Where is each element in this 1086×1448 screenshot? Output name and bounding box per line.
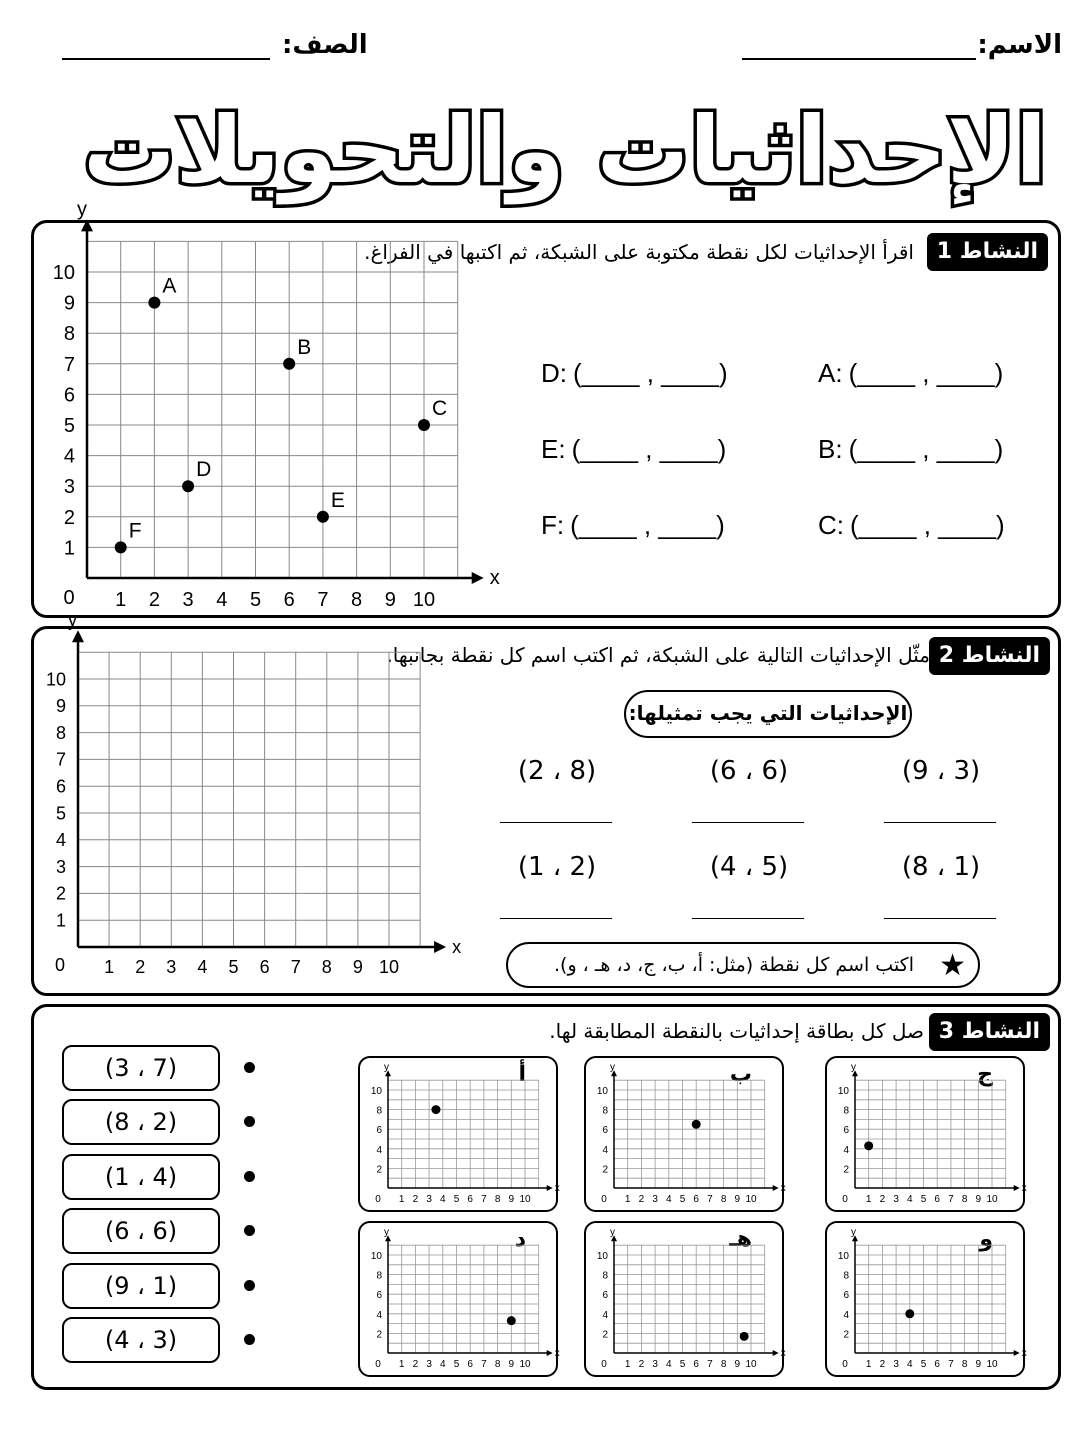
x-tick-label: 10 [986, 1194, 998, 1205]
y-tick-label: 8 [602, 1105, 608, 1117]
class-label: الصف: [282, 30, 368, 60]
origin-label: 0 [601, 1359, 607, 1370]
mini-grid-card[interactable] [584, 1221, 784, 1377]
point-a [148, 297, 160, 309]
star-icon: ★ [939, 948, 966, 983]
x-tick-label: 9 [352, 957, 363, 977]
title-text: الإحداثيات والتحويلات [83, 97, 1047, 204]
coordinate-pair: (2 ، 8) [517, 756, 597, 786]
mini-grid-point [431, 1105, 440, 1114]
x-tick-label: 3 [426, 1359, 432, 1370]
y-tick-label: 10 [837, 1086, 849, 1097]
x-tick-label: 7 [948, 1194, 954, 1205]
answer-blank-label: B: [818, 434, 843, 464]
activity2-grid[interactable] [44, 610, 464, 980]
mini-grid-letter: هـ [729, 1227, 752, 1252]
x-axis-arrow-icon [547, 1185, 553, 1191]
answer-blank-field[interactable]: (____ , ____) [848, 358, 1004, 388]
y-tick-label: 3 [63, 476, 75, 499]
x-tick-label: 8 [961, 1194, 968, 1205]
x-tick-label: 7 [481, 1359, 487, 1370]
name-field[interactable] [742, 58, 976, 60]
y-tick-label: 4 [602, 1309, 608, 1321]
mini-grid-letter: و [979, 1227, 993, 1252]
mini-grid-point [905, 1309, 914, 1318]
x-tick-label: 3 [166, 957, 177, 977]
y-tick-label: 4 [376, 1144, 382, 1156]
x-tick-label: 6 [693, 1194, 699, 1205]
x-axis-arrow-icon [547, 1350, 553, 1356]
y-tick-label: 2 [376, 1329, 382, 1341]
mini-grid-point [740, 1332, 749, 1341]
point-f [115, 541, 127, 553]
answer-blank-label: A: [818, 358, 843, 388]
x-axis-arrow-icon [773, 1185, 779, 1191]
x-tick-label: 4 [666, 1194, 672, 1205]
x-tick-label: 2 [638, 1359, 645, 1370]
answer-blank-field[interactable]: (____ , ____) [571, 434, 727, 464]
y-tick-label: 2 [843, 1329, 849, 1341]
x-tick-label: 5 [249, 589, 262, 611]
y-tick-label: 10 [52, 262, 75, 284]
mini-grid-card[interactable] [825, 1056, 1025, 1212]
mini-grid-card[interactable] [825, 1221, 1025, 1377]
x-axis-arrow-icon [1014, 1185, 1020, 1191]
x-tick-label: 8 [351, 589, 363, 611]
coordinate-pair: (4 ، 5) [709, 852, 789, 882]
activity2-instruction: مثّل الإحداثيات التالية على الشبكة، ثم اكتب اسم كل نقطة بجانبها. [386, 643, 930, 667]
point-name-blank[interactable] [884, 822, 996, 823]
mini-grid-point [507, 1316, 516, 1325]
origin-label: 0 [375, 1359, 381, 1370]
naming-note: اكتب اسم كل نقطة (مثل: أ، ب، ج، د، هـ ، و). [554, 954, 914, 976]
coordinates-title-pill [624, 690, 912, 738]
card-connect-dot[interactable] [244, 1062, 255, 1073]
answer-blank-d[interactable] [541, 358, 728, 389]
x-tick-label: 6 [467, 1194, 473, 1205]
origin-label: 0 [375, 1194, 381, 1205]
page-title [83, 82, 1047, 212]
coordinate-pair: (6 ، 6) [709, 756, 789, 786]
x-tick-label: 6 [259, 957, 270, 977]
y-tick-label: 8 [376, 1105, 382, 1117]
answer-blank-f[interactable] [541, 510, 725, 541]
x-tick-label: 4 [907, 1194, 913, 1205]
x-tick-label: 10 [412, 589, 436, 611]
x-tick-label: 7 [707, 1194, 713, 1205]
x-tick-label: 4 [907, 1359, 913, 1370]
y-tick-label: 2 [602, 1329, 608, 1341]
point-label-c: C [432, 397, 448, 420]
point-label-a: A [162, 274, 177, 298]
y-tick-label: 8 [63, 323, 75, 346]
coordinate-card[interactable]: (1 ، 4) [62, 1154, 220, 1200]
x-tick-label: 10 [986, 1359, 998, 1370]
x-tick-label: 10 [378, 957, 400, 977]
x-tick-label: 5 [920, 1194, 927, 1205]
y-tick-label: 6 [376, 1290, 382, 1302]
x-tick-label: 9 [734, 1194, 741, 1205]
mini-grid-letter: ج [977, 1062, 993, 1087]
grid-lines [78, 652, 420, 947]
y-tick-label: 6 [63, 384, 75, 407]
x-tick-label: 5 [453, 1359, 460, 1370]
x-tick-label: 9 [508, 1359, 515, 1370]
x-tick-label: 5 [679, 1194, 686, 1205]
x-tick-label: 1 [865, 1359, 872, 1370]
x-tick-label: 3 [652, 1194, 658, 1205]
point-name-blank[interactable] [692, 918, 804, 919]
y-tick-label: 2 [55, 883, 66, 904]
name-label: الاسم: [977, 30, 1062, 60]
x-tick-label: 9 [975, 1359, 982, 1370]
y-tick-label: 3 [55, 856, 66, 877]
x-tick-label: 2 [638, 1194, 645, 1205]
x-tick-label: 2 [135, 957, 146, 977]
y-axis-label: y [851, 1227, 856, 1239]
x-axis-arrow-icon [773, 1350, 779, 1356]
x-tick-label: 1 [624, 1359, 631, 1370]
x-tick-label: 6 [934, 1194, 940, 1205]
x-tick-label: 8 [961, 1359, 968, 1370]
origin-label: 0 [54, 955, 66, 975]
x-tick-label: 5 [453, 1194, 460, 1205]
x-tick-label: 9 [384, 589, 396, 611]
y-tick-label: 8 [602, 1270, 608, 1282]
y-tick-label: 9 [55, 696, 66, 717]
x-tick-label: 7 [481, 1194, 487, 1205]
activity1-instruction: اقرأ الإحداثيات لكل نقطة مكتوبة على الشبكة، ثم اكتبها في الفراغ. [364, 240, 914, 264]
x-axis-label: x [780, 1183, 786, 1194]
y-tick-label: 6 [843, 1125, 849, 1137]
x-tick-label: 8 [494, 1194, 501, 1205]
x-tick-label: 2 [412, 1194, 419, 1205]
point-label-f: F [128, 519, 142, 543]
x-axis-label: x [1021, 1183, 1027, 1194]
y-tick-label: 6 [376, 1125, 382, 1137]
x-tick-label: 10 [519, 1359, 531, 1370]
x-tick-label: 7 [707, 1359, 713, 1370]
y-tick-label: 2 [63, 506, 75, 529]
card-connect-dot[interactable] [244, 1334, 255, 1345]
coordinate-card[interactable]: (9 ، 1) [62, 1263, 220, 1309]
x-tick-label: 9 [734, 1359, 741, 1370]
x-tick-label: 1 [624, 1194, 631, 1205]
x-axis-arrow-icon [434, 941, 446, 953]
mini-grid-chart [827, 1058, 1027, 1210]
y-tick-label: 8 [843, 1105, 849, 1117]
answer-blank-b[interactable] [818, 434, 1003, 465]
y-tick-label: 8 [376, 1270, 382, 1282]
x-axis-label: x [489, 567, 500, 589]
mini-grid-chart [360, 1058, 560, 1210]
activity2-badge: النشاط 2 [929, 637, 1050, 675]
point-name-blank[interactable] [692, 822, 804, 823]
y-tick-label: 5 [55, 803, 66, 824]
x-tick-label: 5 [228, 957, 239, 977]
y-axis-label: y [68, 610, 77, 631]
x-tick-label: 6 [467, 1359, 473, 1370]
y-tick-label: 2 [376, 1164, 382, 1176]
coordinate-pair: (9 ، 3) [901, 756, 981, 786]
x-tick-label: 6 [283, 589, 295, 611]
coordinate-card[interactable]: (8 ، 2) [62, 1099, 220, 1145]
y-axis-label: y [610, 1062, 615, 1074]
x-tick-label: 3 [182, 589, 194, 611]
x-tick-label: 8 [720, 1359, 727, 1370]
point-b [283, 358, 295, 370]
y-tick-label: 5 [63, 415, 75, 437]
y-tick-label: 7 [55, 749, 66, 770]
coordinate-card[interactable]: (3 ، 7) [62, 1045, 220, 1091]
y-tick-label: 10 [370, 1086, 382, 1097]
coordinate-pair: (8 ، 1) [901, 852, 981, 882]
y-tick-label: 6 [843, 1290, 849, 1302]
y-tick-label: 2 [843, 1164, 849, 1176]
y-axis-label: y [77, 198, 87, 221]
answer-blank-label: C: [818, 510, 844, 540]
answer-blank-field[interactable]: (____ , ____) [848, 434, 1004, 464]
y-tick-label: 6 [602, 1290, 608, 1302]
y-tick-label: 1 [63, 537, 75, 560]
x-axis-arrow-icon [1014, 1350, 1020, 1356]
mini-grid-point [692, 1120, 701, 1129]
y-axis-label: y [851, 1062, 856, 1074]
y-tick-label: 4 [63, 445, 75, 468]
x-tick-label: 7 [948, 1359, 954, 1370]
x-tick-label: 2 [879, 1359, 886, 1370]
x-tick-label: 10 [519, 1194, 531, 1205]
answer-blank-e[interactable] [541, 434, 726, 465]
y-tick-label: 4 [843, 1144, 849, 1156]
mini-grid-card[interactable] [358, 1221, 558, 1377]
mini-grid-point [864, 1141, 873, 1150]
mini-grid-chart [827, 1223, 1027, 1375]
y-tick-label: 4 [843, 1309, 849, 1321]
coordinate-card[interactable]: (6 ، 6) [62, 1208, 220, 1254]
coordinate-card[interactable]: (4 ، 3) [62, 1317, 220, 1363]
x-tick-label: 4 [666, 1359, 672, 1370]
origin-label: 0 [842, 1359, 848, 1370]
y-tick-label: 10 [596, 1086, 608, 1097]
mini-grid-letter: ب [729, 1062, 752, 1087]
x-tick-label: 5 [920, 1359, 927, 1370]
answer-blank-field[interactable]: (____ , ____) [570, 510, 725, 540]
activity1-grid [50, 198, 510, 612]
y-tick-label: 10 [370, 1251, 382, 1262]
naming-note-pill [506, 942, 980, 988]
mini-grid-letter: أ [518, 1062, 526, 1087]
origin-label: 0 [63, 587, 75, 609]
x-tick-label: 8 [720, 1194, 727, 1205]
y-tick-label: 10 [596, 1251, 608, 1262]
mini-grid-chart [360, 1223, 560, 1375]
x-tick-label: 10 [745, 1359, 757, 1370]
x-tick-label: 8 [321, 957, 332, 977]
point-d [182, 480, 194, 492]
x-tick-label: 9 [508, 1194, 515, 1205]
coordinates-title: الإحداثيات التي يجب تمثيلها: [628, 701, 908, 725]
point-label-e: E [330, 488, 345, 512]
x-tick-label: 5 [679, 1359, 686, 1370]
y-tick-label: 4 [602, 1144, 608, 1156]
mini-grid-letter: د [514, 1227, 526, 1252]
x-tick-label: 7 [290, 957, 301, 977]
class-field[interactable] [62, 58, 270, 60]
x-tick-label: 3 [426, 1194, 432, 1205]
activity1-badge: النشاط 1 [927, 233, 1048, 271]
coordinate-pair: (1 ، 2) [517, 852, 597, 882]
answer-blank-label: E: [541, 434, 566, 464]
x-tick-label: 4 [440, 1359, 446, 1370]
x-axis-label: x [554, 1183, 560, 1194]
x-tick-label: 1 [398, 1194, 405, 1205]
x-axis-label: x [780, 1348, 786, 1359]
x-tick-label: 7 [317, 589, 329, 611]
mini-grid-chart [586, 1058, 786, 1210]
x-axis-arrow-icon [472, 572, 484, 584]
answer-blank-a[interactable] [818, 358, 1003, 389]
x-tick-label: 10 [745, 1194, 757, 1205]
y-tick-label: 7 [63, 353, 75, 376]
origin-label: 0 [842, 1194, 848, 1205]
x-tick-label: 1 [104, 957, 115, 977]
y-axis-label: y [384, 1062, 389, 1074]
point-name-blank[interactable] [884, 918, 996, 919]
x-tick-label: 4 [440, 1194, 446, 1205]
y-tick-label: 2 [602, 1164, 608, 1176]
y-tick-label: 9 [63, 292, 75, 315]
y-tick-label: 10 [837, 1251, 849, 1262]
y-tick-label: 10 [45, 669, 66, 690]
y-tick-label: 6 [55, 776, 66, 797]
mini-grid-chart [586, 1223, 786, 1375]
y-tick-label: 1 [55, 910, 66, 931]
y-axis-label: y [610, 1227, 615, 1239]
x-tick-label: 2 [412, 1359, 419, 1370]
mini-grid-card[interactable] [584, 1056, 784, 1212]
y-tick-label: 8 [55, 722, 66, 743]
y-axis-label: y [384, 1227, 389, 1239]
x-tick-label: 6 [934, 1359, 940, 1370]
card-connect-dot[interactable] [244, 1280, 255, 1291]
point-name-blank[interactable] [500, 822, 612, 823]
x-axis-label: x [1021, 1348, 1027, 1359]
answer-blank-field[interactable]: (____ , ____) [573, 358, 728, 388]
point-label-b: B [297, 335, 312, 359]
point-name-blank[interactable] [500, 918, 612, 919]
x-tick-label: 3 [893, 1359, 899, 1370]
x-tick-label: 4 [216, 589, 228, 611]
x-axis-label: x [452, 937, 462, 957]
x-tick-label: 1 [115, 589, 127, 611]
x-axis-label: x [554, 1348, 560, 1359]
x-tick-label: 1 [398, 1359, 405, 1370]
activity3-badge: النشاط 3 [929, 1013, 1050, 1051]
activity3-instruction: صل كل بطاقة إحداثيات بالنقطة المطابقة لها. [549, 1019, 924, 1043]
grid-lines [87, 241, 458, 578]
point-e [317, 511, 329, 523]
x-tick-label: 8 [494, 1359, 501, 1370]
x-tick-label: 6 [693, 1359, 699, 1370]
x-tick-label: 3 [652, 1359, 658, 1370]
point-label-d: D [196, 458, 212, 482]
x-tick-label: 2 [148, 589, 160, 611]
answer-blank-c[interactable] [818, 510, 1005, 541]
answer-blank-label: D: [541, 358, 567, 388]
y-tick-label: 6 [602, 1125, 608, 1137]
origin-label: 0 [601, 1194, 607, 1205]
x-tick-label: 1 [865, 1194, 872, 1205]
card-connect-dot[interactable] [244, 1171, 255, 1182]
answer-blank-field[interactable]: (____ , ____) [850, 510, 1005, 540]
y-tick-label: 8 [843, 1270, 849, 1282]
mini-grid-card[interactable] [358, 1056, 558, 1212]
x-tick-label: 4 [197, 957, 208, 977]
x-tick-label: 9 [975, 1194, 982, 1205]
y-tick-label: 4 [55, 830, 66, 851]
y-tick-label: 4 [376, 1309, 382, 1321]
x-tick-label: 3 [893, 1194, 899, 1205]
answer-blank-label: F: [541, 510, 565, 540]
point-c [418, 419, 430, 431]
x-tick-label: 2 [879, 1194, 886, 1205]
